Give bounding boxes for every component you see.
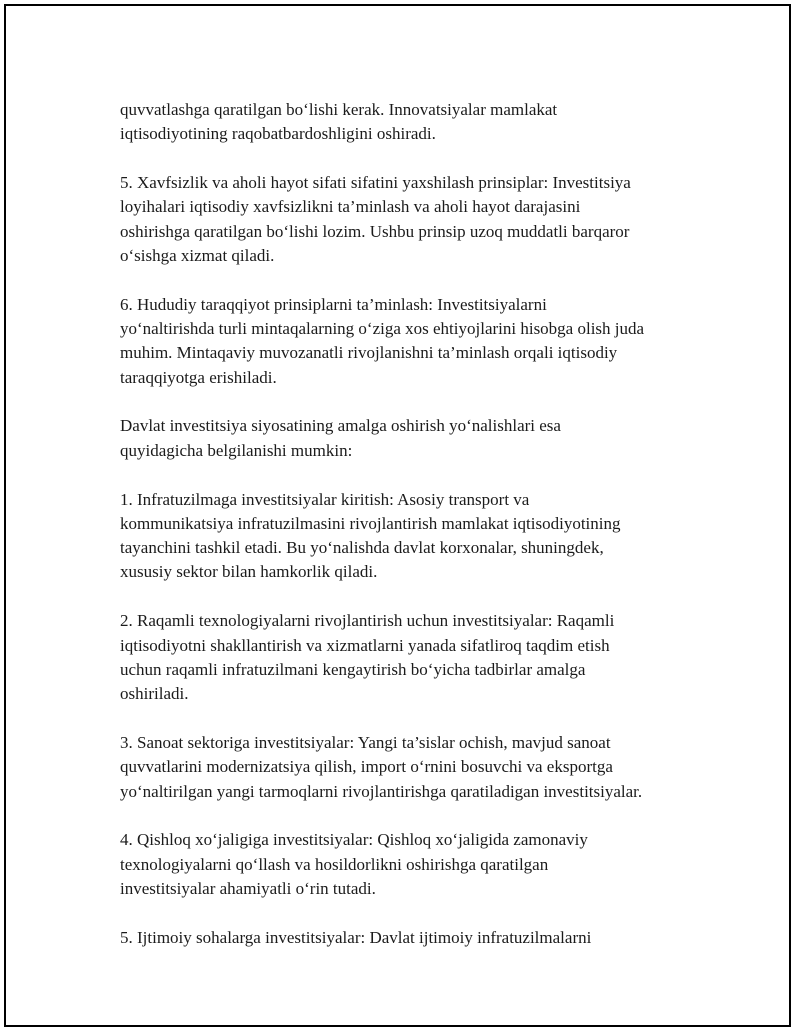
paragraph-directions-intro bbox=[120, 414, 710, 463]
paragraph-direction-1 bbox=[120, 488, 710, 585]
text-line: investitsiyalar ahamiyatli o‘rin tutadi. bbox=[120, 878, 376, 898]
text-line: texnologiyalarni qo‘llash va hosildorlikni oshirishga qaratilgan bbox=[120, 854, 549, 874]
text-line: 4. Qishloq xo‘jaligiga investitsiyalar: Qishloq xo‘jaligida zamonaviy bbox=[120, 830, 588, 850]
text-line: muhim. Mintaqaviy muvozanatli rivojlanishni ta’minlash orqali iqtisodiy bbox=[120, 343, 618, 363]
text-line: Davlat investitsiya siyosatining amalga oshirish yo‘nalishlari esa bbox=[120, 416, 561, 436]
text-line: o‘sishga xizmat qiladi. bbox=[120, 245, 275, 265]
text-line: iqtisodiyotni shakllantirish va xizmatlarni yanada sifatliroq taqdim etish bbox=[120, 635, 610, 655]
document-body bbox=[120, 98, 710, 975]
text-line: oshiriladi. bbox=[120, 684, 189, 704]
text-line: quvvatlarini modernizatsiya qilish, import o‘rnini bosuvchi va eksportga bbox=[120, 757, 613, 777]
paragraph-direction-3 bbox=[120, 731, 710, 804]
text-line: uchun raqamli infratuzilmani kengaytirish bo‘yicha tadbirlar amalga bbox=[120, 659, 586, 679]
text-line: 5. Xavfsizlik va aholi hayot sifati sifatini yaxshilash prinsiplar: Investitsiya bbox=[120, 173, 631, 193]
text-line: kommunikatsiya infratuzilmasini rivojlantirish mamlakat iqtisodiyotining bbox=[120, 513, 621, 533]
paragraph-direction-5 bbox=[120, 926, 710, 950]
text-line: yo‘naltirilgan yangi tarmoqlarni rivojlantirishga qaratiladigan investitsiyalar. bbox=[120, 781, 643, 801]
text-line: 3. Sanoat sektoriga investitsiyalar: Yangi ta’sislar ochish, mavjud sanoat bbox=[120, 732, 611, 752]
text-line: taraqqiyotga erishiladi. bbox=[120, 367, 277, 387]
text-line: 5. Ijtimoiy sohalarga investitsiyalar: Davlat ijtimoiy infratuzilmalarni bbox=[120, 927, 592, 947]
paragraph-principle-6 bbox=[120, 293, 710, 390]
paragraph-direction-2 bbox=[120, 609, 710, 706]
page-border bbox=[4, 4, 791, 1027]
text-line: oshirishga qaratilgan bo‘lishi lozim. Ushbu prinsip uzoq muddatli barqaror bbox=[120, 221, 630, 241]
text-line: xususiy sektor bilan hamkorlik qiladi. bbox=[120, 562, 378, 582]
text-line: iqtisodiyotining raqobatbardoshligini oshiradi. bbox=[120, 124, 436, 144]
text-line: 1. Infratuzilmaga investitsiyalar kiritish: Asosiy transport va bbox=[120, 489, 530, 509]
text-line: quyidagicha belgilanishi mumkin: bbox=[120, 440, 353, 460]
text-line: tayanchini tashkil etadi. Bu yo‘nalishda davlat korxonalar, shuningdek, bbox=[120, 538, 604, 558]
text-line: quvvatlashga qaratilgan bo‘lishi kerak. Innovatsiyalar mamlakat bbox=[120, 100, 558, 119]
text-line: loyihalari iqtisodiy xavfsizlikni ta’minlash va aholi hayot darajasini bbox=[120, 197, 581, 217]
paragraph-principle-5 bbox=[120, 171, 710, 268]
text-line: yo‘naltirishda turli mintaqalarning o‘ziga xos ehtiyojlarini hisobga olish juda bbox=[120, 319, 645, 339]
text-line: 2. Raqamli texnologiyalarni rivojlantirish uchun investitsiyalar: Raqamli bbox=[120, 611, 615, 631]
text-line: 6. Hududiy taraqqiyot prinsiplarni ta’minlash: Investitsiyalarni bbox=[120, 294, 547, 314]
paragraph-innovation-continued bbox=[120, 98, 710, 147]
paragraph-direction-4 bbox=[120, 828, 710, 901]
